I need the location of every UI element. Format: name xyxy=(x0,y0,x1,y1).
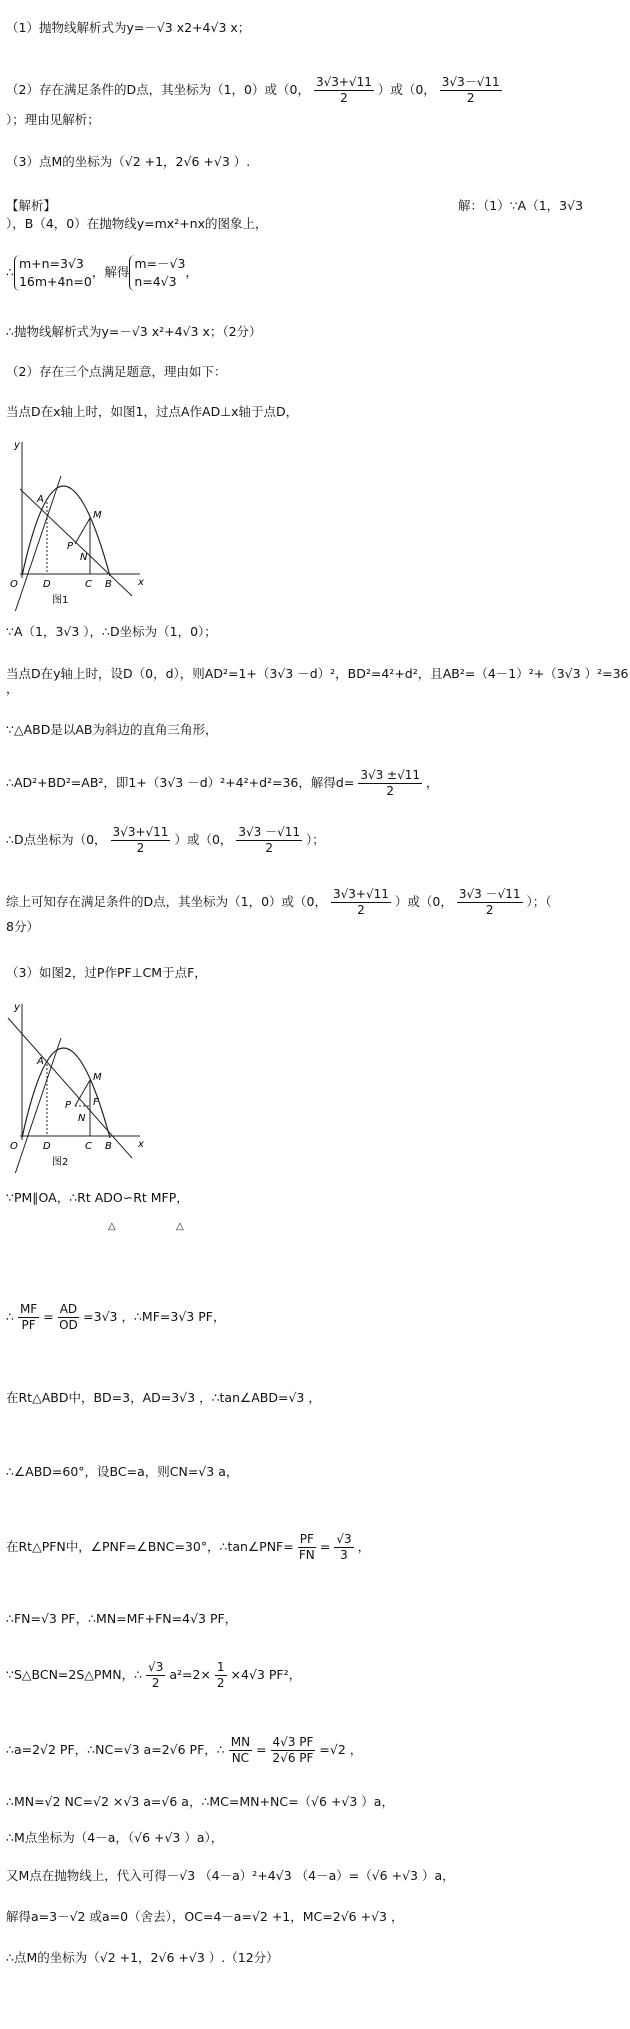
part2-g: 综上可知存在满足条件的D点，其坐标为（1，0）或（0， $\frac{3√3+√11}{2}$ ）或（0， $\frac{3√3 -√11}{2}$ ）；（ xyxy=(6,887,552,917)
part2-c-cont: ， xyxy=(6,681,19,696)
part3-e: 在Rt△PFN中，∠PNF=∠BNC=30°，∴tan∠PNF= $\frac{PF}{FN}$ = $\frac{√3}{3}$ ， xyxy=(6,1532,371,1562)
part3-m: ∴点M的坐标为（√2 +1，2√6 +√3 ）.（12分） xyxy=(6,1950,279,1965)
fig2-label-p: P xyxy=(65,1100,72,1111)
fig1-label-n: N xyxy=(80,552,88,563)
part3-l: 解得a=3－√2 或a=0（舍去），OC=4－a=√2 +1，MC=2√6 +√3 ， xyxy=(6,1909,404,1924)
analysis-label: 【解析】 xyxy=(6,198,57,213)
part2-b: ∵A（1，3√3 ），∴D坐标为（1，0）； xyxy=(6,624,217,639)
fig1-label-o: O xyxy=(10,579,18,590)
fraction: $\frac{3√3 -√11}{2}$ xyxy=(238,825,301,855)
fraction: $\frac{3√3+√11}{2}$ xyxy=(112,825,169,855)
answer-2-cont: ）；理由见解析； xyxy=(6,112,100,127)
triangle-symbol: △ xyxy=(176,1221,184,1232)
part2-d: ∵△ABD是以AB为斜边的直角三角形， xyxy=(6,722,218,737)
part2-e: ∴AD²+BD²=AB²，即1+（3√3 －d）²+4²+d²=36，解得d= $\frac{3√3 \pm√11}{2}$ ， xyxy=(6,768,439,798)
fig2-label-b: B xyxy=(105,1141,112,1152)
fraction: $\frac{AD}{OD}$ xyxy=(59,1302,78,1332)
fig2-label-m: M xyxy=(93,1072,102,1083)
fraction: $\frac{3√3 -√11}{2}$ xyxy=(458,887,521,917)
figure-1 xyxy=(6,436,146,611)
fig2-label-y: y xyxy=(14,1002,20,1013)
fig2-label-x: x xyxy=(138,1139,144,1150)
part3-b: ∴ $\frac{MF}{PF}$ = $\frac{AD}{OD}$ =3√3 ，∴MF=3√3 PF， xyxy=(6,1302,226,1332)
fig2-label-n: N xyxy=(78,1113,86,1124)
answer-1: （1）抛物线解析式为y=－√3 x2+4√3 x； xyxy=(6,20,251,35)
line-ab xyxy=(8,1018,132,1158)
fraction: $\frac{1}{2}$ xyxy=(216,1660,225,1690)
fig1-label-x: x xyxy=(138,577,144,588)
parabola xyxy=(22,1048,110,1138)
fig1-caption: 图1 xyxy=(52,595,69,606)
fraction: $\frac{MF}{PF}$ xyxy=(19,1302,38,1332)
equation-system: ∴m+n=3√3 16m+4n=0，解得m=－√3 n=4√3， xyxy=(6,256,198,289)
sol-line-2: ∴抛物线解析式为y=－√3 x²+4√3 x；（2分） xyxy=(6,324,262,339)
analysis-header: 【解析】 解：（1）∵A（1，3√3 xyxy=(6,198,584,213)
fig2-label-f: F xyxy=(93,1097,99,1108)
part3-i: ∴MN=√2 NC=√2 ×√3 a=√6 a，∴MC=MN+NC=（√6 +√3 ）a， xyxy=(6,1794,394,1809)
part2-f: ∴D点坐标为（0， $\frac{3√3+√11}{2}$ ）或（0， $\frac{3√3 -√11}{2}$ ）； xyxy=(6,825,325,855)
part3-d: ∴∠ABD=60°，设BC=a，则CN=√3 a， xyxy=(6,1464,239,1479)
answer-2-text: （2）存在满足条件的D点，其坐标为（1，0）或（0， xyxy=(6,82,310,97)
part3-g: ∵S△BCN=2S△PMN，∴ $\frac{√3}{2}$ a²=2× $\frac{1}{2}$ ×4√3 PF²， xyxy=(6,1660,302,1690)
fraction: $\frac{3√3+√11}{2}$ xyxy=(315,75,372,105)
part2-title: （2）存在三个点满足题意，理由如下： xyxy=(6,364,227,379)
fig2-label-d: D xyxy=(43,1141,51,1152)
part3-h: ∴a=2√2 PF，∴NC=√3 a=2√6 PF，∴ $\frac{MN}{NC}$ = $\frac{4√3 PF}{2√6 PF}$ =√2 ， xyxy=(6,1735,363,1765)
fig1-label-d: D xyxy=(43,579,51,590)
fig2-label-c: C xyxy=(85,1141,92,1152)
fraction: $\frac{3√3+√11}{2}$ xyxy=(333,887,389,917)
system-brace: m+n=3√3 16m+4n=0 xyxy=(14,255,92,291)
fig1-label-b: B xyxy=(105,579,112,590)
part3-c: 在Rt△ABD中，BD=3，AD=3√3 ，∴tan∠ABD=√3 ， xyxy=(6,1390,321,1405)
fig2-label-a: A xyxy=(37,1056,44,1067)
part3-k: 又M点在抛物线上，代入可得－√3 （4－a）²+4√3 （4－a）=（√6 +√3 ）a， xyxy=(6,1868,455,1883)
triangle-symbol: △ xyxy=(108,1221,116,1232)
fig1-label-p: P xyxy=(67,541,74,552)
part3-j: ∴M点坐标为（4－a，（√6 +√3 ）a）， xyxy=(6,1830,224,1845)
fig1-label-a: A xyxy=(37,494,44,505)
part3-title: （3）如图2，过P作PF⊥CM于点F， xyxy=(6,965,207,980)
solution-brace: m=－√3 n=4√3 xyxy=(129,255,185,291)
fraction: $\frac{PF}{FN}$ xyxy=(298,1532,315,1562)
part3-a: ∵PM∥OA，∴Rt ADO∽Rt MFP， xyxy=(6,1190,189,1205)
fraction: $\frac{3√3 \pm√11}{2}$ xyxy=(360,768,421,798)
fig1-label-m: M xyxy=(93,510,102,521)
answer-2: （2）存在满足条件的D点，其坐标为（1，0）或（0， $\frac{3√3+√11}{2}$ ）或（0， $\frac{3√3-√11}{2}$ xyxy=(6,75,500,105)
fraction: $\frac{√3}{2}$ xyxy=(148,1660,164,1690)
part2-a: 当点D在x轴上时，如图1，过点A作AD⊥x轴于点D， xyxy=(6,404,299,419)
part2-g-cont: 8分） xyxy=(6,919,39,934)
fig2-label-o: O xyxy=(10,1141,18,1152)
fig1-label-y: y xyxy=(14,440,20,451)
fraction: $\frac{4√3 PF}{2√6 PF}$ xyxy=(272,1735,314,1765)
fraction: $\frac{√3}{3}$ xyxy=(336,1532,352,1562)
sol-line-1: ），B（4，0）在抛物线y=mx²+nx的图象上， xyxy=(6,216,268,231)
segment-pm xyxy=(75,518,90,544)
fraction: $\frac{3√3-√11}{2}$ xyxy=(441,75,500,105)
part2-c: 当点D在y轴上时，设D（0，d），则AD²=1+（3√3 －d）²，BD²=4²+d²，且AB²=（4－1）²+（3√3 ）²=36 xyxy=(6,666,629,681)
fraction: $\frac{MN}{NC}$ xyxy=(230,1735,251,1765)
fig1-label-c: C xyxy=(85,579,92,590)
fig2-caption: 图2 xyxy=(52,1157,69,1168)
figure-2 xyxy=(6,998,146,1173)
answer-3: （3）点M的坐标为（√2 +1，2√6 +√3 ）. xyxy=(6,154,251,169)
part3-f: ∴FN=√3 PF，∴MN=MF+FN=4√3 PF， xyxy=(6,1611,238,1626)
